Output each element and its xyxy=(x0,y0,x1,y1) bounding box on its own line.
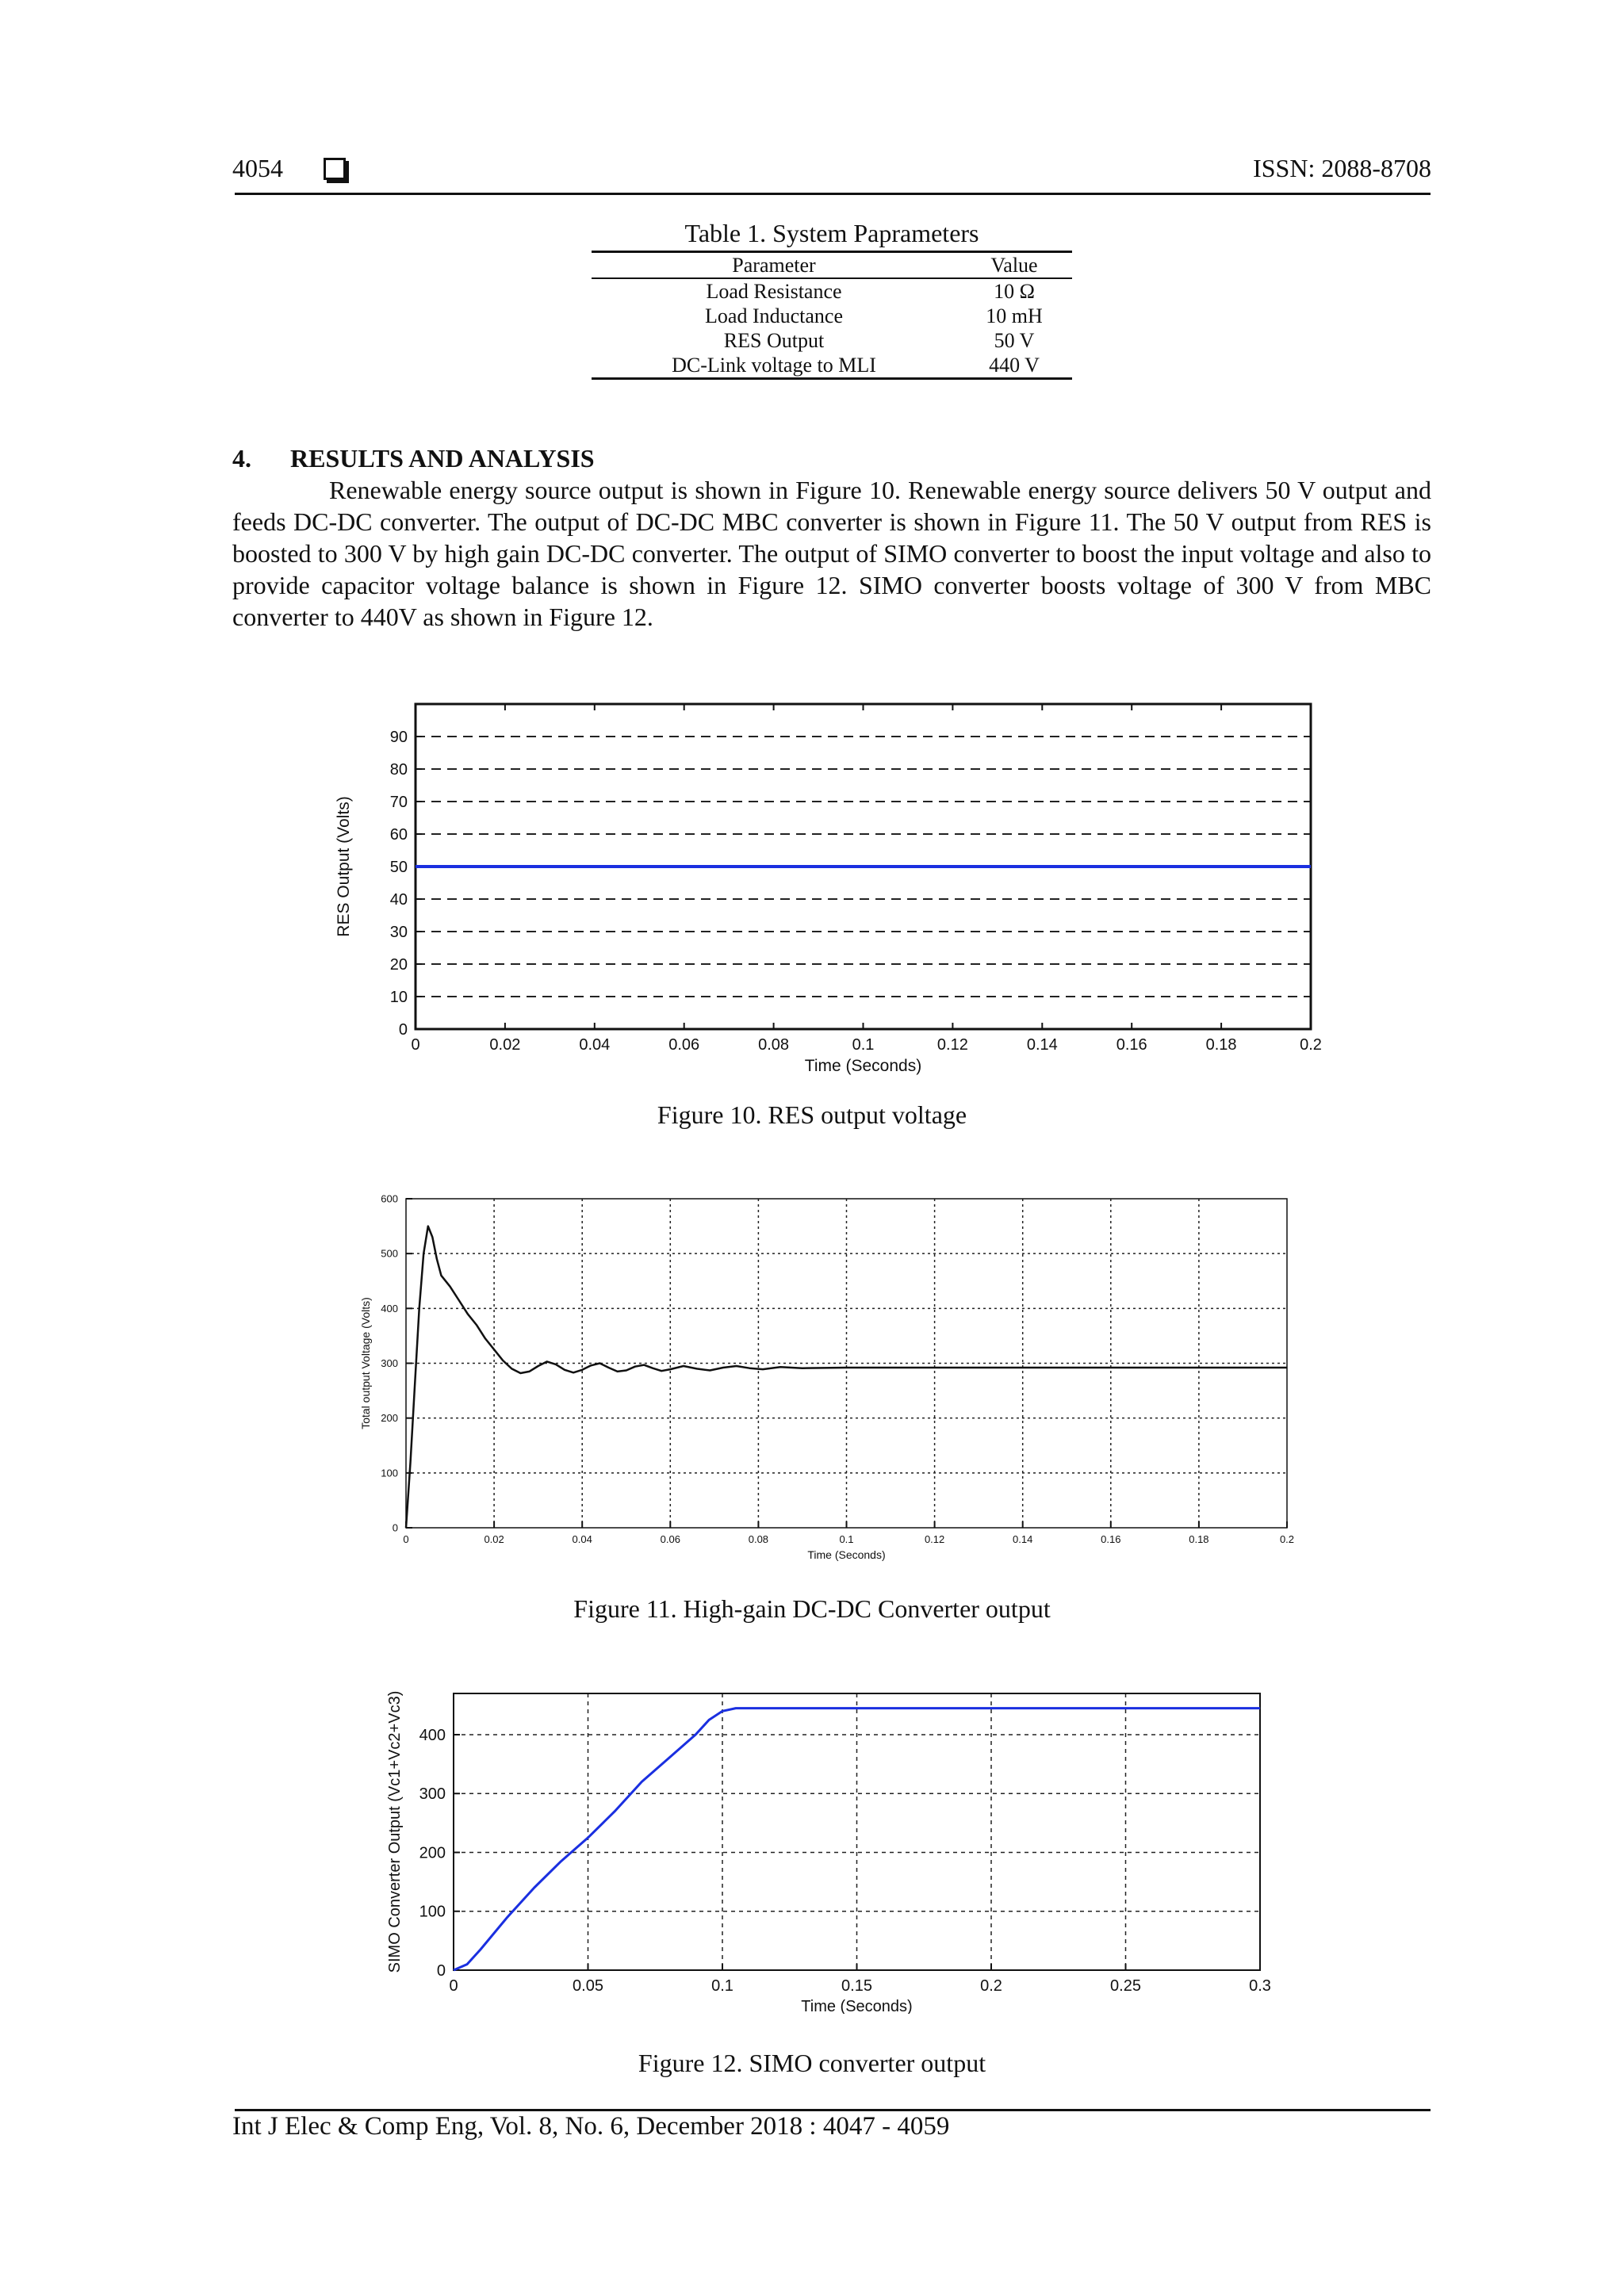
x-tick-label: 0.2 xyxy=(1279,1533,1295,1545)
x-tick-label: 0.05 xyxy=(573,1977,603,1995)
table-cell: 10 Ω xyxy=(994,280,1035,303)
figure-10-caption: Figure 10. RES output voltage xyxy=(657,1100,967,1129)
table-cell: 440 V xyxy=(956,353,1072,379)
table-row xyxy=(592,278,1072,304)
x-tick-label: 0.04 xyxy=(579,1036,611,1054)
table-cell: DC-Link voltage to MLI xyxy=(592,353,956,379)
y-tick-label: 0 xyxy=(436,1962,446,1980)
x-tick-label: 0.08 xyxy=(748,1533,769,1545)
footer-citation: Int J Elec & Comp Eng, Vol. 8, No. 6, December 2018 : 4047 - 4059 xyxy=(232,2112,950,2141)
x-tick-label: 0.04 xyxy=(572,1533,592,1545)
section-title: RESULTS AND ANALYSIS xyxy=(290,444,595,473)
x-tick-label: 0 xyxy=(449,1977,458,1995)
table-cell: 50 V xyxy=(994,329,1035,352)
issn: ISSN: 2088-8708 xyxy=(1253,154,1431,182)
y-axis-label: RES Output (Volts) xyxy=(335,796,353,937)
footer-rule xyxy=(235,2109,1431,2111)
figure-12-chart xyxy=(373,1681,1324,2014)
x-tick-label: 0.16 xyxy=(1101,1533,1121,1545)
y-tick-label: 50 xyxy=(389,859,408,876)
x-axis-label: Time (Seconds) xyxy=(807,1548,886,1561)
section-number: 4. xyxy=(232,444,251,473)
box-icon xyxy=(324,158,346,180)
x-tick-label: 0 xyxy=(403,1533,409,1545)
table-row xyxy=(592,353,1072,379)
table-header-row xyxy=(592,252,1072,279)
parameters-table xyxy=(592,251,1072,380)
y-tick-label: 300 xyxy=(419,1785,446,1804)
x-tick-label: 0.06 xyxy=(660,1533,680,1545)
figure-11-plot xyxy=(359,1193,1294,1561)
table-cell: RES Output xyxy=(723,329,825,352)
figure-10-plot xyxy=(335,704,1322,1075)
page-number: 4054 xyxy=(232,154,283,182)
figure-11-chart xyxy=(349,1185,1332,1574)
y-tick-label: 20 xyxy=(389,956,408,974)
column-header: Value xyxy=(956,252,1072,279)
y-tick-label: 200 xyxy=(381,1412,398,1425)
x-tick-label: 0.16 xyxy=(1116,1036,1147,1054)
x-tick-label: 0.1 xyxy=(852,1036,875,1054)
y-tick-label: 200 xyxy=(419,1844,446,1862)
y-tick-label: 40 xyxy=(389,891,408,909)
y-tick-label: 80 xyxy=(389,761,408,779)
header-rule xyxy=(235,193,1431,195)
table-row xyxy=(592,328,1072,353)
y-tick-label: 500 xyxy=(381,1247,398,1260)
x-axis-label: Time (Seconds) xyxy=(804,1057,922,1075)
x-tick-label: 0.1 xyxy=(839,1533,854,1545)
y-tick-label: 600 xyxy=(381,1192,398,1205)
y-tick-label: 90 xyxy=(389,729,408,746)
x-axis-label: Time (Seconds) xyxy=(801,1998,913,2014)
x-tick-label: 0.1 xyxy=(711,1977,733,1995)
figure-11-caption: Figure 11. High-gain DC-DC Converter output xyxy=(573,1594,1051,1623)
y-tick-label: 60 xyxy=(389,826,408,844)
x-tick-label: 0.08 xyxy=(758,1036,790,1054)
figure-12-plot xyxy=(386,1691,1271,2014)
x-tick-label: 0.14 xyxy=(1026,1036,1058,1054)
table-row xyxy=(592,304,1072,328)
x-tick-label: 0.12 xyxy=(936,1036,968,1054)
column-header: Parameter xyxy=(592,252,956,279)
x-tick-label: 0.02 xyxy=(484,1533,504,1545)
x-tick-label: 0.2 xyxy=(980,1977,1002,1995)
x-tick-label: 0.2 xyxy=(1300,1036,1322,1054)
figure-12-caption: Figure 12. SIMO converter output xyxy=(638,2049,986,2077)
x-tick-label: 0.06 xyxy=(668,1036,700,1054)
table-cell: Load Inductance xyxy=(705,304,843,327)
x-tick-label: 0 xyxy=(411,1036,420,1054)
y-tick-label: 70 xyxy=(389,794,408,811)
y-tick-label: 100 xyxy=(381,1467,398,1479)
x-tick-label: 0.3 xyxy=(1249,1977,1271,1995)
table-cell: 10 mH xyxy=(986,304,1043,327)
table-cell: Load Resistance xyxy=(706,280,842,303)
y-tick-label: 100 xyxy=(419,1903,446,1921)
y-tick-label: 400 xyxy=(419,1726,446,1744)
x-tick-label: 0.12 xyxy=(924,1533,945,1545)
y-tick-label: 0 xyxy=(398,1021,408,1039)
figure-10-chart xyxy=(317,690,1348,1078)
table-caption: Table 1. System Paprameters xyxy=(684,219,979,247)
x-tick-label: 0.18 xyxy=(1205,1036,1237,1054)
y-tick-label: 0 xyxy=(392,1521,398,1534)
x-tick-label: 0.02 xyxy=(489,1036,521,1054)
y-tick-label: 300 xyxy=(381,1357,398,1370)
x-tick-label: 0.18 xyxy=(1189,1533,1209,1545)
x-tick-label: 0.14 xyxy=(1013,1533,1033,1545)
y-tick-label: 30 xyxy=(389,924,408,941)
x-tick-label: 0.15 xyxy=(841,1977,872,1995)
y-tick-label: 400 xyxy=(381,1302,398,1314)
y-axis-label: SIMO Converter Output (Vc1+Vc2+Vc3) xyxy=(386,1690,404,1973)
body-paragraph: Renewable energy source output is shown in Figure 10. Renewable energy source delivers 50 V output and feeds DC-DC converter. The output of DC-DC MBC converter is shown in Figure 11. The 50 V output from RES is boosted to 300 V by high gain DC-DC converter. The output of SIMO converter to boost the input voltage and also to provide capacitor voltage balance is shown in Figure 12. SIMO converter boosts voltage of 300 V from MBC converter to 440V as shown in Figure 12. xyxy=(232,476,1431,631)
y-axis-label: Total output Voltage (Volts) xyxy=(359,1297,372,1429)
y-tick-label: 10 xyxy=(389,989,408,1006)
x-tick-label: 0.25 xyxy=(1110,1977,1141,1995)
